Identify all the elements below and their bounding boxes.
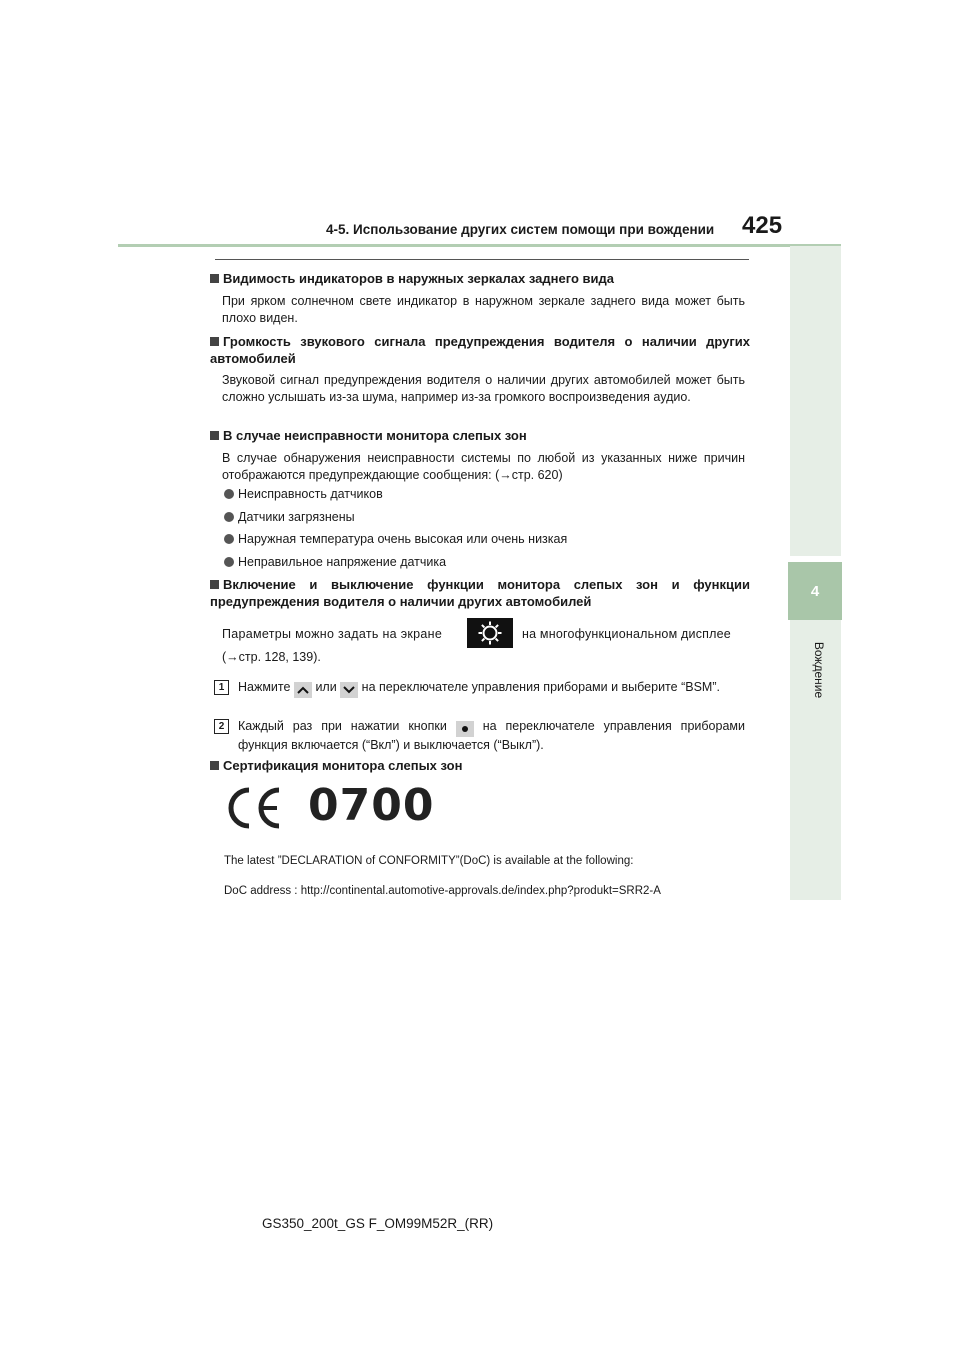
chevron-up-icon	[294, 682, 312, 698]
heading-text: Видимость индикаторов в наружных зеркалах заднего вида	[223, 271, 614, 286]
list-item-text: Датчики загрязнены	[238, 510, 355, 524]
content-rule	[215, 259, 749, 260]
square-bullet-icon	[210, 274, 219, 283]
section-heading-certification	[210, 757, 750, 774]
step-text: Нажмите	[238, 680, 291, 694]
square-bullet-icon	[210, 431, 219, 440]
paragraph: Звуковой сигнал предупреждения водителя о наличии других автомобилей может быть сложно услышать из-за шума, например из-за громкого воспроизведения аудио.	[222, 373, 745, 404]
heading-text: В случае неисправности монитора слепых зон	[223, 428, 527, 443]
gear-icon-glyph	[477, 620, 503, 646]
paragraph: При ярком солнечном свете индикатор в наружном зеркале заднего вида может быть плохо виден.	[222, 294, 745, 325]
round-bullet-icon	[224, 512, 234, 522]
section-heading-malfunction	[210, 427, 750, 444]
list-item	[224, 486, 383, 503]
heading-text: Сертификация монитора слепых зон	[223, 758, 463, 773]
heading-text: Включение и выключение функции монитора слепых зон и функции предупреждения водителя о наличии других автомобилей	[210, 577, 750, 609]
round-bullet-icon	[224, 557, 234, 567]
paragraph: В случае обнаружения неисправности системы по любой из указанных ниже причин отображаются предупреждающие сообщения: (→стр. 620)	[222, 451, 745, 482]
model-code: GS350_200t_GS F_OM99M52R_(RR)	[262, 1216, 494, 1231]
section-heading-enable-disable	[210, 576, 750, 610]
ce-mark-logo	[225, 784, 285, 832]
certification-number: 0700	[308, 780, 435, 831]
square-bullet-icon	[210, 761, 219, 770]
step-number: 2	[214, 719, 229, 734]
section-heading-mirror-indicators	[210, 270, 750, 287]
paragraph-after-icon: на многофункциональном дисплее	[522, 627, 731, 641]
step-number: 1	[214, 680, 229, 695]
list-item-text: Неисправность датчиков	[238, 487, 383, 501]
list-item-text: Неправильное напряжение датчика	[238, 555, 447, 569]
square-bullet-icon	[210, 580, 219, 589]
chevron-down-icon	[340, 682, 358, 698]
step-1	[238, 679, 745, 698]
round-bullet-icon	[224, 534, 234, 544]
step-text: на переключателе управления приборами и выберите “BSM”.	[361, 680, 720, 694]
round-bullet-icon	[224, 489, 234, 499]
list-item	[224, 554, 446, 571]
page-reference: (→стр. 128, 139).	[222, 650, 321, 664]
header-divider	[118, 244, 841, 247]
section-heading-warning-volume	[210, 333, 750, 367]
paragraph-before-icon: Параметры можно задать на экране	[222, 627, 443, 641]
chapter-number-tab: 4	[788, 562, 842, 620]
heading-text: Громкость звукового сигнала предупреждения водителя о наличии других автомобилей	[210, 334, 750, 366]
section-title: 4-5. Использование других систем помощи при вождении	[326, 222, 715, 237]
dot-button-icon	[456, 721, 474, 737]
step-2	[238, 718, 745, 754]
square-bullet-icon	[210, 337, 219, 346]
list-item	[224, 531, 567, 548]
list-item-text: Наружная температура очень высокая или очень низкая	[238, 532, 568, 546]
doc-address: DoC address : http://continental.automotive-approvals.de/index.php?produkt=SRR2-A	[224, 885, 661, 897]
doc-notice: The latest ”DECLARATION of CONFORMITY”(DoC) is available at the following:	[224, 855, 634, 867]
step-text: на переключателе управления приборами функция включается (“Вкл”) и выключается (“Выкл”).	[238, 719, 745, 752]
step-text: Каждый раз при нажатии кнопки	[238, 719, 447, 733]
side-tab-upper	[790, 246, 841, 556]
step-text: или	[315, 680, 337, 694]
list-item	[224, 509, 355, 526]
gear-icon	[467, 618, 513, 648]
chapter-label: Вождение	[812, 641, 826, 699]
page-number: 425	[742, 212, 783, 239]
